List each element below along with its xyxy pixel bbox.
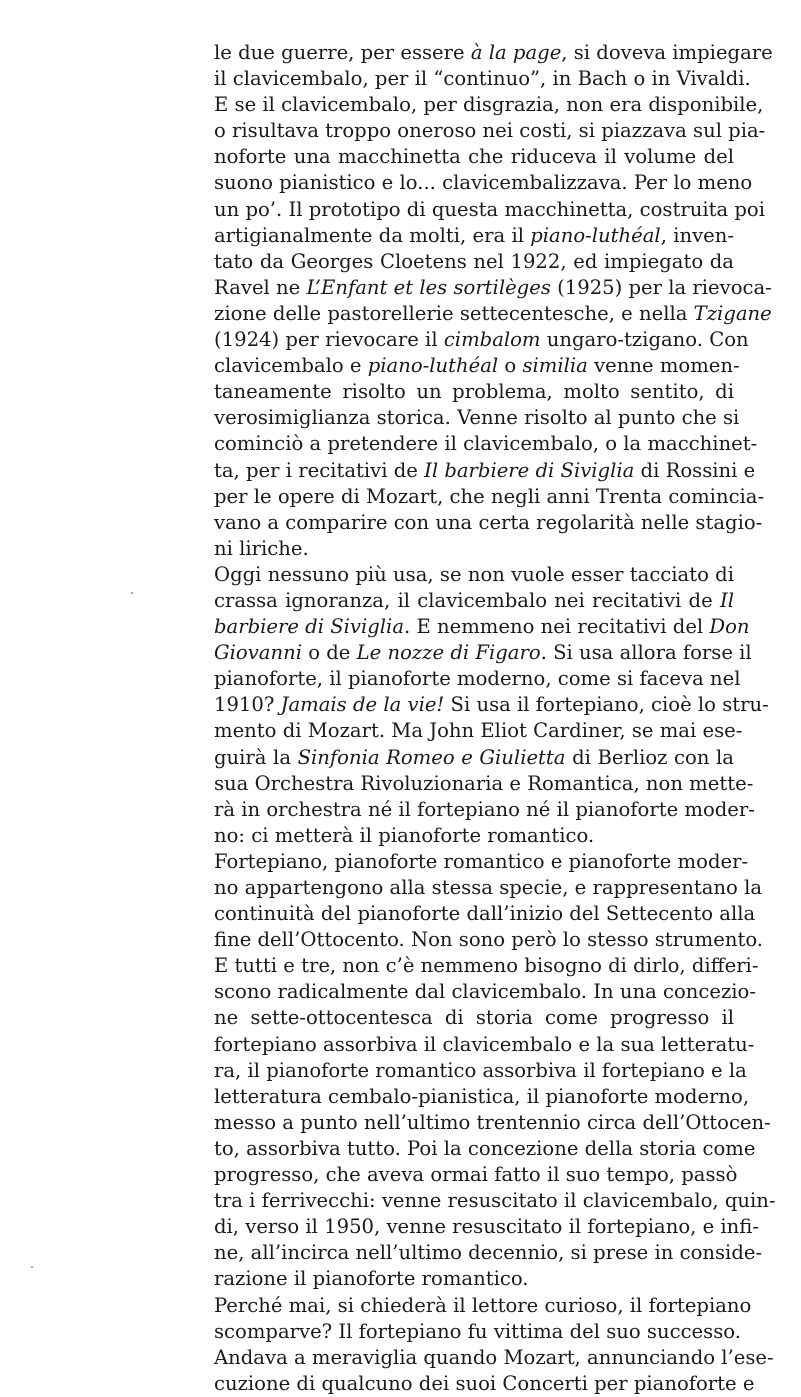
text-line	[214, 849, 749, 875]
paragraph	[214, 1293, 774, 1397]
text-line	[214, 666, 741, 692]
italic-title: similia	[522, 354, 588, 378]
italic-title: Don	[709, 615, 750, 639]
text-run: fine dell’Ottocento. Non sono però lo stesso strumento.	[214, 928, 764, 952]
text-run: . E nemmeno nei recitativi del	[404, 615, 710, 639]
text-line	[214, 1110, 771, 1136]
text-run: ni liriche.	[214, 536, 309, 560]
italic-title: Giovanni	[214, 641, 302, 665]
paragraph	[214, 562, 769, 849]
text-line	[214, 1345, 774, 1371]
italic-title: Il	[719, 588, 734, 612]
text-run: sua Orchestra Rivoluzionaria e Romantica, non mette-	[214, 771, 754, 795]
text-line	[214, 484, 765, 510]
text-run: Andava a meraviglia quando Mozart, annunciando l’ese-	[214, 1345, 774, 1369]
text-line	[214, 275, 772, 301]
italic-title: barbiere di Siviglia	[214, 615, 405, 639]
text-run: tra i ferrivecchi: venne resuscitato il clavicembalo, quin-	[214, 1189, 776, 1213]
text-run: di, verso il 1950, venne resuscitato il fortepiano, e infi-	[214, 1215, 759, 1239]
paragraph	[214, 40, 773, 562]
text-run: di Berlioz con la	[565, 745, 734, 769]
text-line	[214, 223, 734, 249]
text-run: scomparve? Il fortepiano fu vittima del suo successo.	[214, 1319, 741, 1343]
text-run: guirà la	[214, 745, 298, 769]
italic-title: piano-luthéal	[530, 223, 661, 247]
text-column	[214, 40, 776, 1397]
text-run: 1910?	[214, 693, 281, 717]
text-run: , si doveva impiegare	[561, 41, 773, 64]
text-line	[214, 92, 764, 118]
text-run: taneamente risolto un problema, molto sentito, di	[214, 380, 734, 404]
text-line	[214, 640, 752, 666]
text-run: no: ci metterà il pianoforte romantico.	[214, 823, 595, 847]
text-run: Oggi nessuno più usa, se non vuole esser tacciato di	[214, 562, 734, 586]
text-line	[214, 927, 764, 953]
text-line	[214, 353, 740, 379]
text-run: continuità del pianoforte dall’inizio del Settecento alla	[214, 902, 756, 926]
italic-title: cimbalom	[443, 328, 541, 352]
text-line	[214, 1188, 776, 1214]
italic-title: Sinfonia Romeo e Giulietta	[297, 745, 566, 769]
text-line	[214, 1293, 752, 1319]
text-run: o de	[301, 641, 357, 665]
text-run: , inven-	[660, 223, 734, 247]
italic-title: piano-luthéal	[367, 354, 499, 378]
text-line	[214, 562, 734, 588]
text-run: Perché mai, si chiederà il lettore curioso, il fortepiano	[214, 1293, 752, 1317]
paper-speck	[31, 1266, 33, 1268]
text-line	[214, 614, 750, 640]
text-line	[214, 823, 734, 849]
text-line	[214, 1214, 759, 1240]
text-line	[214, 718, 743, 744]
text-line	[214, 327, 749, 353]
text-line	[214, 1032, 755, 1058]
text-run: (1924) per rievocare il	[214, 328, 444, 352]
text-line	[214, 692, 769, 718]
text-line	[214, 431, 758, 457]
text-run: Si usa il fortepiano, cioè lo stru-	[444, 693, 769, 717]
text-run: Ravel ne	[214, 275, 307, 299]
italic-title: à la page	[470, 41, 562, 64]
text-run: ra, il pianoforte romantico assorbiva il fortepiano e la	[214, 1058, 747, 1082]
text-line	[214, 875, 763, 901]
text-line	[214, 588, 734, 614]
text-line	[214, 1084, 750, 1110]
text-run: zione delle pastorellerie settecentesche, e nella	[214, 301, 694, 325]
text-run: o risultava troppo oneroso nei costi, si piazzava sul pia-	[214, 119, 766, 143]
text-run: vano a comparire con una certa regolarità nelle stagio-	[214, 510, 763, 534]
text-run: tato da Georges Cloetens nel 1922, ed impiegato da	[214, 249, 734, 273]
text-run: ta, per i recitativi de	[214, 458, 425, 482]
text-run: (1925) per la rievoca-	[550, 275, 772, 299]
text-line	[214, 301, 772, 327]
text-line	[214, 249, 734, 275]
text-run: messo a punto nell’ultimo trentennio circa dell’Ottocen-	[214, 1110, 771, 1134]
text-run: suono pianistico e lo... clavicembalizzava. Per lo meno	[214, 171, 753, 195]
text-run: artigianalmente da molti, era il	[214, 223, 531, 247]
text-run: noforte una macchinetta che riduceva il volume del	[214, 145, 734, 169]
text-line	[214, 144, 734, 170]
text-line	[214, 1136, 756, 1162]
text-line	[214, 1005, 734, 1031]
text-line	[214, 953, 759, 979]
text-run: . Si usa allora forse il	[540, 641, 752, 665]
text-line	[214, 1240, 763, 1266]
text-line	[214, 510, 763, 536]
paragraph	[214, 849, 776, 1293]
text-line	[214, 797, 755, 823]
text-run: E se il clavicembalo, per disgrazia, non era disponibile,	[214, 93, 764, 117]
text-run: fortepiano assorbiva il clavicembalo e la sua letteratu-	[214, 1032, 755, 1056]
text-line	[214, 1266, 734, 1292]
text-line	[214, 170, 753, 196]
text-run: ne, all’incirca nell’ultimo decennio, si prese in conside-	[214, 1241, 763, 1265]
text-run: pianoforte, il pianoforte moderno, come si faceva nel	[214, 667, 741, 691]
text-run: crassa ignoranza, il clavicembalo nei recitativi de	[214, 588, 720, 612]
italic-title: L’Enfant et les sortilèges	[306, 275, 551, 299]
text-run: ne sette-ottocentesca di storia come progresso il	[214, 1006, 734, 1030]
text-line	[214, 458, 756, 484]
text-run: razione il pianoforte romantico.	[214, 1267, 529, 1291]
text-run: progresso, che aveva ormai fatto il suo tempo, passò	[214, 1163, 738, 1187]
text-line	[214, 118, 766, 144]
text-run: cominciò a pretendere il clavicembalo, o la macchinet-	[214, 432, 758, 456]
text-line	[214, 40, 773, 66]
text-run: ungaro-tzigano. Con	[540, 328, 749, 352]
text-run: venne momen-	[587, 354, 740, 378]
text-line	[214, 1058, 747, 1084]
text-run: di Rossini e	[634, 458, 756, 482]
text-run: rà in orchestra né il fortepiano né il pianoforte moder-	[214, 797, 755, 821]
text-run: cuzione di qualcuno dei suoi Concerti per pianoforte e	[214, 1371, 755, 1395]
text-line	[214, 405, 740, 431]
text-line	[214, 1162, 738, 1188]
text-run: letteratura cembalo-pianistica, il pianoforte moderno,	[214, 1084, 750, 1108]
text-line	[214, 66, 751, 92]
text-line	[214, 745, 734, 771]
text-line	[214, 901, 756, 927]
text-line	[214, 979, 756, 1005]
italic-title: Il barbiere di Siviglia	[424, 458, 635, 482]
text-line	[214, 536, 734, 562]
italic-title: Tzigane	[693, 301, 772, 325]
text-run: scono radicalmente dal clavicembalo. In una concezio-	[214, 980, 756, 1004]
text-line	[214, 379, 734, 405]
text-line	[214, 197, 765, 223]
italic-title: Jamais de la vie!	[280, 693, 445, 717]
text-run: verosimiglianza storica. Venne risolto al punto che si	[214, 406, 740, 430]
text-run: Fortepiano, pianoforte romantico e pianoforte moder-	[214, 849, 749, 873]
text-run: il clavicembalo, per il “continuo”, in Bach o in Vivaldi.	[214, 67, 751, 91]
text-run: le due guerre, per essere	[214, 41, 471, 64]
text-line	[214, 1319, 741, 1345]
text-run: to, assorbiva tutto. Poi la concezione della storia come	[214, 1136, 756, 1160]
text-run: mento di Mozart. Ma John Eliot Cardiner, se mai ese-	[214, 719, 743, 743]
text-run: o	[498, 354, 523, 378]
text-line	[214, 771, 754, 797]
paper-speck	[131, 592, 133, 594]
text-run: no appartengono alla stessa specie, e rappresentano la	[214, 876, 763, 899]
italic-title: Le nozze di Figaro	[356, 641, 541, 665]
text-run: per le opere di Mozart, che negli anni Trenta comincia-	[214, 484, 765, 508]
text-run: un po’. Il prototipo di questa macchinetta, costruita poi	[214, 197, 765, 221]
text-run: clavicembalo e	[214, 354, 368, 378]
text-run: E tutti e tre, non c’è nemmeno bisogno di dirlo, differi-	[214, 954, 759, 978]
text-line	[214, 1371, 755, 1397]
